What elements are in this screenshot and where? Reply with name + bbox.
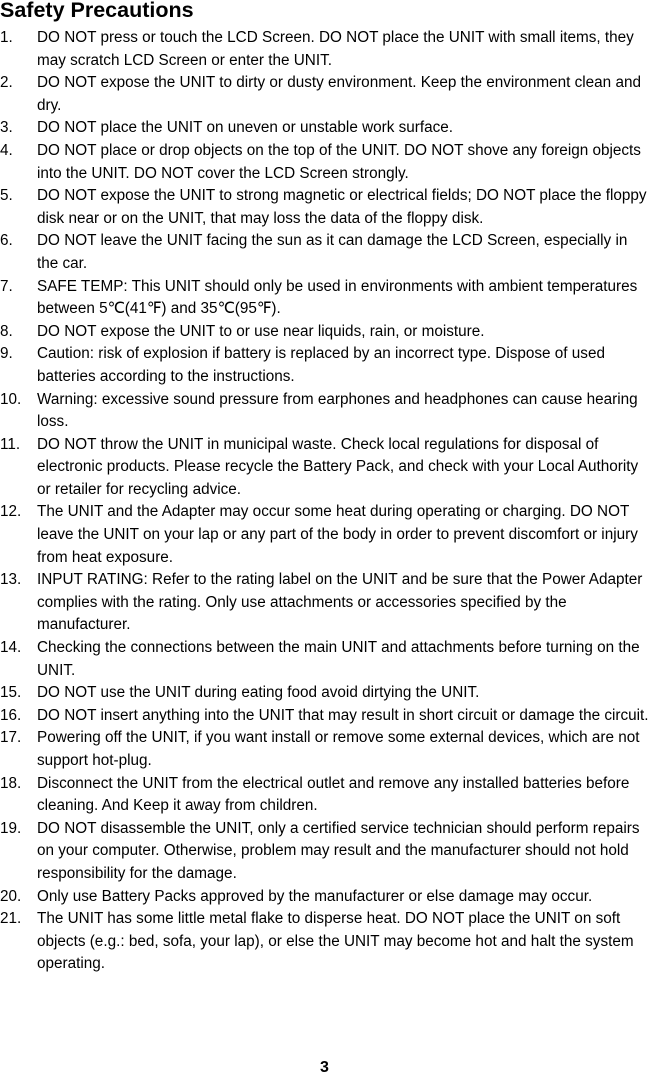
safety-precautions-list	[0, 27, 649, 976]
item-text: DO NOT insert anything into the UNIT that may result in short circuit or damage the circuit.	[37, 706, 649, 724]
item-text: Disconnect the UNIT from the electrical outlet and remove any installed batteries before cleaning. And Keep it away from children.	[37, 774, 630, 815]
item-text: DO NOT expose the UNIT to or use near liquids, rain, or moisture.	[37, 322, 485, 340]
list-item	[0, 230, 649, 275]
item-number: 11.	[0, 435, 21, 453]
item-number: 2.	[0, 74, 13, 92]
item-number: 1.	[0, 29, 13, 46]
list-item	[0, 321, 649, 344]
item-number: 13.	[0, 571, 22, 589]
item-text: DO NOT press or touch the LCD Screen. DO NOT place the UNIT with small items, they may scratch LCD Screen or enter the UNIT.	[37, 29, 634, 69]
list-item	[0, 72, 649, 117]
item-number: 15.	[0, 684, 22, 702]
item-text: The UNIT has some little metal flake to disperse heat. DO NOT place the UNIT on soft objects (e.g.: bed, sofa, your lap), or else the UNIT may become hot and halt the system operating.	[37, 910, 634, 973]
item-number: 19.	[0, 819, 22, 837]
item-text: DO NOT expose the UNIT to strong magnetic or electrical fields; DO NOT place the floppy disk near or on the UNIT, that may loss the data of the floppy disk.	[37, 187, 647, 227]
item-text: Checking the connections between the main UNIT and attachments before turning on the UNIT.	[37, 639, 640, 679]
item-number: 4.	[0, 141, 13, 159]
item-number: 20.	[0, 887, 22, 905]
list-item	[0, 276, 649, 321]
item-text: DO NOT place or drop objects on the top of the UNIT. DO NOT shove any foreign objects into the UNIT. DO NOT cover the LCD Screen strongly.	[37, 141, 641, 182]
item-number: 12.	[0, 503, 22, 521]
item-number: 21.	[0, 910, 22, 928]
item-text: DO NOT leave the UNIT facing the sun as it can damage the LCD Screen, especially in the car.	[37, 232, 628, 272]
item-text: The UNIT and the Adapter may occur some heat during operating or charging. DO NOT leave the UNIT on your lap or any part of the body in order to prevent discomfort or injury from heat exposure.	[37, 503, 638, 566]
item-number: 3.	[0, 119, 13, 137]
item-text: DO NOT use the UNIT during eating food avoid dirtying the UNIT.	[37, 684, 480, 702]
list-item	[0, 185, 649, 230]
item-text: SAFE TEMP: This UNIT should only be used in environments with ambient temperatures between 5℃(41℉) and 35℃(95℉).	[37, 277, 638, 318]
item-text: DO NOT place the UNIT on uneven or unstable work surface.	[37, 119, 454, 137]
item-number: 8.	[0, 322, 13, 340]
item-number: 9.	[0, 345, 13, 363]
list-item	[0, 908, 649, 976]
item-text: Warning: excessive sound pressure from earphones and headphones can cause hearing loss.	[37, 390, 638, 431]
list-item	[0, 389, 649, 434]
item-text: Powering off the UNIT, if you want install or remove some external devices, which are not support hot-plug.	[37, 729, 640, 769]
page-title: Safety Precautions	[0, 0, 194, 22]
item-number: 6.	[0, 232, 13, 250]
item-number: 16.	[0, 706, 22, 724]
item-number: 5.	[0, 187, 13, 205]
list-item	[0, 818, 649, 886]
list-item	[0, 705, 649, 728]
list-item	[0, 773, 649, 818]
list-item	[0, 27, 649, 72]
list-item	[0, 501, 649, 569]
item-text: DO NOT throw the UNIT in municipal waste. Check local regulations for disposal of electronic products. Please recycle the Battery Pack, and check with your Local Authority or retailer for recycling advice.	[37, 435, 639, 498]
list-item	[0, 682, 649, 705]
list-item	[0, 434, 649, 502]
item-text: Caution: risk of explosion if battery is replaced by an incorrect type. Dispose of used batteries according to the instructions.	[37, 345, 605, 385]
list-item	[0, 343, 649, 388]
item-number: 18.	[0, 774, 22, 792]
item-text: DO NOT disassemble the UNIT, only a certified service technician should perform repairs on your computer. Otherwise, problem may result and the manufacturer should not hold responsibility for the damage.	[37, 819, 640, 882]
item-text: Only use Battery Packs approved by the manufacturer or else damage may occur.	[37, 887, 593, 905]
list-item	[0, 637, 649, 682]
page-number: 3	[320, 1059, 329, 1076]
list-item	[0, 117, 649, 140]
item-text: DO NOT expose the UNIT to dirty or dusty environment. Keep the environment clean and dry.	[37, 74, 641, 114]
list-item	[0, 569, 649, 637]
item-number: 17.	[0, 729, 22, 747]
item-number: 10.	[0, 390, 22, 408]
item-number: 14.	[0, 639, 22, 657]
list-item	[0, 140, 649, 185]
item-number: 7.	[0, 277, 13, 295]
list-item	[0, 886, 649, 909]
item-text: INPUT RATING: Refer to the rating label on the UNIT and be sure that the Power Adapter complies with the rating. Only use attachments or accessories specified by the manufacturer.	[37, 571, 643, 634]
list-item	[0, 727, 649, 772]
